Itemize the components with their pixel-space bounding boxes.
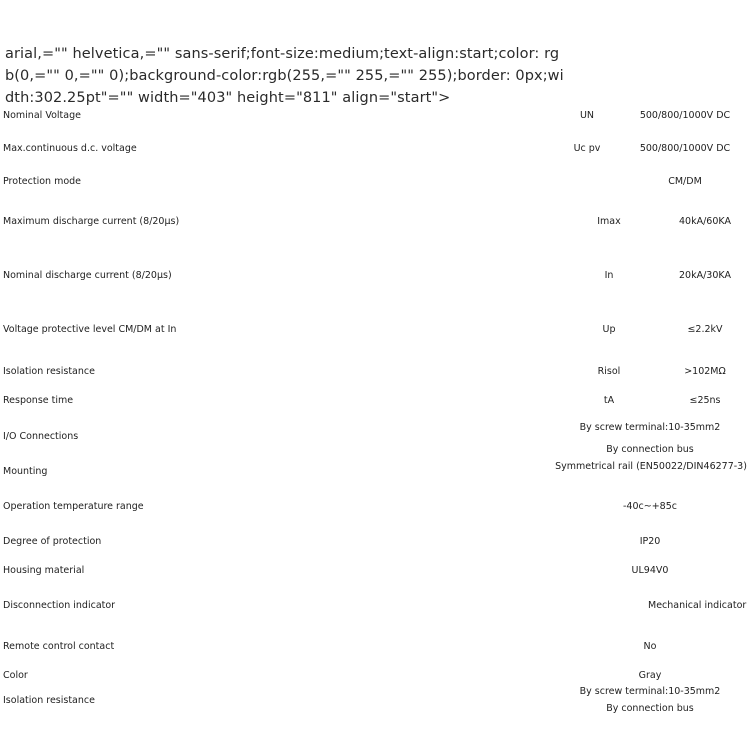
symbol-cell: Up <box>602 324 616 335</box>
param-label: Maximum discharge current (8/20μs) <box>3 216 180 227</box>
symbol-cell: Risol <box>597 366 621 377</box>
value-cell: UL94V0 <box>631 565 669 576</box>
value-cell: Mechanical indicator <box>648 600 747 611</box>
value-cell: 500/800/1000V DC <box>639 110 731 121</box>
raw-markup-text: arial,="" helvetica,="" sans-serif;font-size:medium;text-align:start;color: rgb(0,="" 0,="" 0);background-color:rgb(255,="" 255,="" 255);border: 0px;width:302.25pt"="" width="403" height="811" align="start"> <box>5 46 564 106</box>
param-label: Nominal discharge current (8/20μs) <box>3 270 172 281</box>
param-label: Housing material <box>3 565 85 576</box>
symbol-cell: tA <box>603 395 615 406</box>
param-label: Color <box>3 670 28 681</box>
param-label: Nominal Voltage <box>3 110 81 121</box>
value-cell: 500/800/1000V DC <box>639 143 731 154</box>
value-cell: 40kA/60KA <box>679 216 731 227</box>
param-label: Disconnection indicator <box>3 600 116 611</box>
value-cell: >102MΩ <box>684 366 726 377</box>
value-cell: CM/DM <box>668 176 702 187</box>
value-cell: 20kA/30KA <box>679 270 731 281</box>
param-label: Isolation resistance <box>3 366 95 377</box>
value-cell: By screw terminal:10-35mm2 <box>579 686 721 697</box>
value-cell: Symmetrical rail (EN50022/DIN46277-3) <box>555 461 747 472</box>
param-label: Remote control contact <box>3 641 115 652</box>
symbol-cell: In <box>604 270 614 281</box>
value-cell: IP20 <box>639 536 661 547</box>
value-cell: By connection bus <box>606 444 694 455</box>
value-cell: By connection bus <box>606 703 694 714</box>
param-label: Operation temperature range <box>3 501 144 512</box>
symbol-cell: Uc pv <box>573 143 601 154</box>
value-cell: By screw terminal:10-35mm2 <box>579 422 721 433</box>
symbol-cell: Imax <box>597 216 621 227</box>
param-label: Voltage protective level CM/DM at In <box>3 324 177 335</box>
value-cell: -40c~+85c <box>623 501 677 512</box>
value-cell: No <box>643 641 657 652</box>
param-label: Isolation resistance <box>3 695 95 706</box>
value-cell: ≤25ns <box>689 395 721 406</box>
value-cell: Gray <box>638 670 662 681</box>
symbol-cell: UN <box>579 110 595 121</box>
param-label: Degree of protection <box>3 536 102 547</box>
param-label: Response time <box>3 395 74 406</box>
value-cell: ≤2.2kV <box>687 324 723 335</box>
param-label: Protection mode <box>3 176 82 187</box>
param-label: I/O Connections <box>3 431 79 442</box>
param-label: Mounting <box>3 466 48 477</box>
param-label: Max.continuous d.c. voltage <box>3 143 137 154</box>
